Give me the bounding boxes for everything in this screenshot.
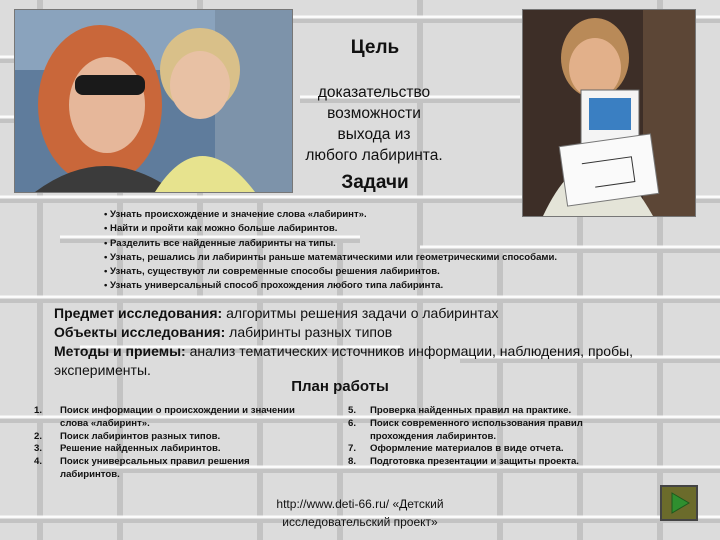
photo-girl-with-maze (522, 9, 696, 217)
research-objects (54, 323, 674, 342)
plan-item (348, 443, 648, 456)
plan-item (348, 405, 648, 418)
plan-item-text: Поиск современного использования правил прохождения лабиринтов. (370, 417, 583, 442)
plan-title: План работы (291, 378, 389, 395)
next-slide-button[interactable] (660, 485, 698, 521)
research-methods (54, 342, 674, 380)
goal-line: любого лабиринта. (305, 147, 443, 164)
objects-value: лабиринты разных типов (225, 324, 393, 340)
task-item: • Найти и пройти как можно больше лабиринтов. (104, 223, 338, 235)
tasks-title: Задачи (341, 172, 409, 193)
objects-label: Объекты исследования: (54, 324, 226, 340)
plan-item-number: 4. (34, 456, 43, 468)
subject-label: Предмет исследования: (54, 305, 223, 321)
task-item: • Узнать, решались ли лабиринты раньше математическими или геометрическими способами. (104, 251, 558, 263)
subject-value: алгоритмы решения задачи о лабиринтах (222, 305, 499, 321)
plan-item-number: 8. (348, 456, 357, 468)
research-block (54, 304, 674, 380)
plan-item (348, 456, 648, 469)
plan-item (34, 456, 304, 482)
plan-item-number: 2. (34, 430, 43, 442)
plan-item (34, 405, 304, 431)
plan-item-text: Оформление материалов в виде отчета. (370, 443, 564, 455)
task-item: • Узнать, существуют ли современные способы решения лабиринтов. (104, 266, 440, 278)
goal-text (284, 82, 464, 166)
goal-line: доказательство (317, 84, 431, 101)
plan-item (348, 418, 648, 444)
plan-item-number: 1. (34, 405, 43, 416)
plan-item-text: Проверка найденных правил на практике. (370, 405, 572, 416)
task-item: • Разделить все найденные лабиринты на типы. (104, 237, 336, 249)
goal-line: выхода из (337, 126, 411, 143)
photo-two-girls (14, 9, 293, 193)
plan-item-text: Поиск лабиринтов разных типов. (60, 430, 221, 442)
play-triangle-icon (662, 487, 696, 519)
plan-item-text: Поиск информации о происхождении и значении слова «лабиринт». (60, 405, 295, 429)
plan-item-number: 7. (348, 443, 357, 455)
task-item: • Узнать происхождение и значение слова «лабиринт». (104, 209, 367, 220)
tasks-list (104, 208, 704, 294)
methods-label: Методы и приемы: (54, 343, 186, 359)
research-subject (54, 304, 674, 323)
footer-source (250, 495, 470, 531)
footer-caption: исследовательский проект» (282, 515, 438, 529)
plan-item-number: 3. (34, 443, 43, 455)
plan-item-number: 6. (348, 417, 357, 429)
plan-item-number: 5. (348, 405, 357, 416)
plan-list-left (34, 405, 304, 482)
task-item: • Узнать универсальный способ прохождения любого типа лабиринта. (104, 280, 444, 292)
plan-item-text: Поиск универсальных правил решения лабиринтов. (60, 456, 250, 480)
plan-list-right (348, 405, 648, 469)
plan-item (34, 431, 304, 444)
methods-value: анализ тематических источников информации, наблюдения, пробы, эксперименты. (54, 343, 634, 378)
plan-item-text: Подготовка презентации и защиты проекта. (370, 456, 579, 468)
footer-link[interactable]: http://www.deti-66.ru/ «Детский (276, 497, 444, 511)
goal-title: Цель (350, 37, 400, 58)
goal-line: возможности (327, 105, 421, 122)
plan-item (34, 443, 304, 456)
plan-item-text: Решение найденных лабиринтов. (60, 443, 221, 455)
